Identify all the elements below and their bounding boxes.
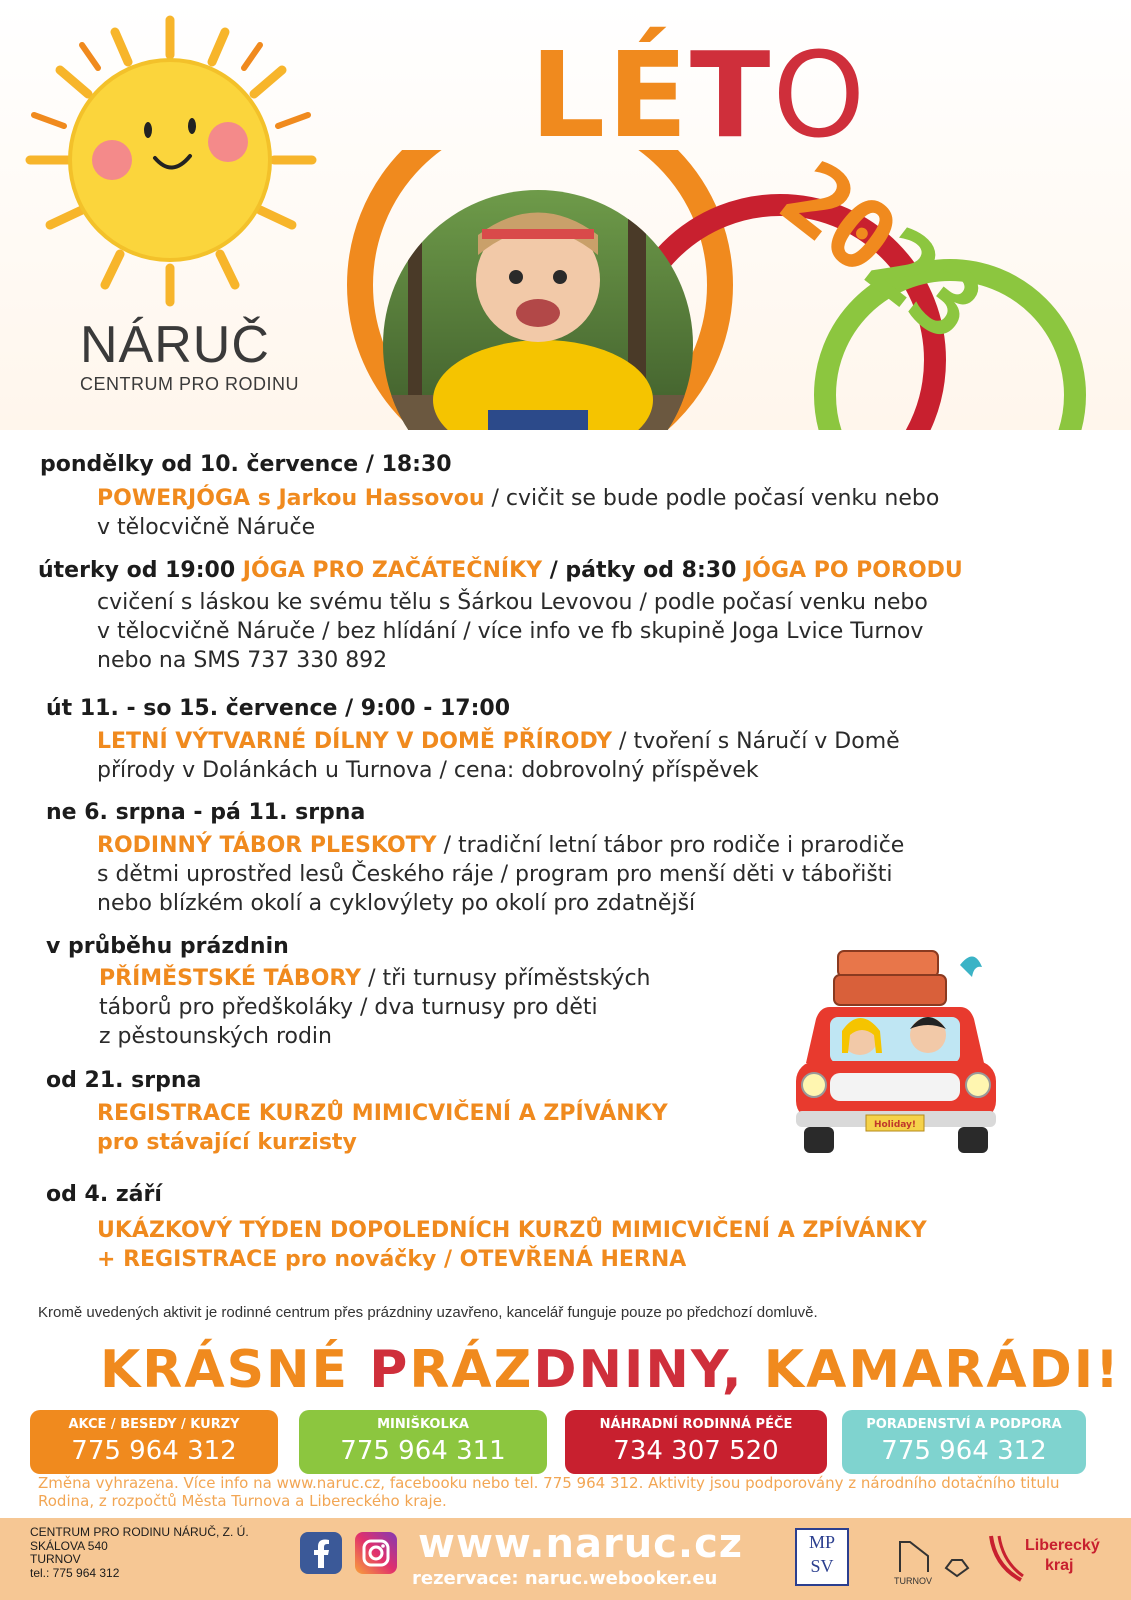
event-title-text: REGISTRACE KURZŮ MIMICVIČENÍ A ZPÍVÁNKY xyxy=(97,1101,668,1126)
website-link[interactable]: www.naruc.cz xyxy=(418,1521,744,1567)
event-title xyxy=(97,1216,1131,1245)
address-line: tel.: 775 964 312 xyxy=(30,1565,120,1580)
summer-title xyxy=(530,26,868,164)
event-subtitle-c: / OTEVŘENÁ HERNA xyxy=(436,1247,687,1272)
event-title: LETNÍ VÝTVARNÉ DÍLNY V DOMĚ PŘÍRODY xyxy=(97,729,613,754)
event-item xyxy=(0,694,1131,785)
contact-box-foster-care xyxy=(565,1410,827,1474)
event-date: od 21. srpna xyxy=(46,1068,202,1093)
contact-phone[interactable]: 775 964 312 xyxy=(881,1436,1047,1466)
mpsv-text: SV xyxy=(810,1556,834,1576)
event-item xyxy=(0,798,1131,918)
naruc-logo xyxy=(80,318,299,395)
farewell-part: RÁZ xyxy=(409,1340,534,1400)
fine-print: Změna vyhrazena. Více info na www.naruc.cz, facebooku nebo tel. 775 964 312. Aktivity jsou podporovány z národního dotačního titulu Rodina, z rozpočtů Města Turnova a Libereckého kraje. xyxy=(38,1474,1060,1510)
event-subtitle-a: + REGISTRACE xyxy=(97,1247,278,1272)
footer xyxy=(0,1518,1131,1600)
booking-link[interactable]: rezervace: naruc.webooker.eu xyxy=(412,1568,718,1589)
event-text: v tělocvičně Náruče xyxy=(97,515,316,540)
contact-label: PORADENSTVÍ A PODPORA xyxy=(866,1417,1062,1432)
turnov-logo xyxy=(890,1528,980,1588)
kraj-text-a: Liberecký xyxy=(1025,1537,1100,1554)
facebook-icon[interactable] xyxy=(300,1532,342,1574)
event-text: táborů pro předškoláky / dva turnusy pro děti xyxy=(99,995,598,1020)
event-date-b: / pátky od 8:30 xyxy=(542,558,745,583)
event-date: pondělky od 10. července / 18:30 xyxy=(40,452,452,477)
contact-phone[interactable]: 734 307 520 xyxy=(613,1436,779,1466)
contact-label: NÁHRADNÍ RODINNÁ PÉČE xyxy=(599,1417,793,1432)
event-text: / cvičit se bude podle počasí venku nebo xyxy=(484,486,940,511)
car-plate: Holiday! xyxy=(873,1120,917,1130)
child-photo xyxy=(378,185,698,430)
farewell-part: DNINY, xyxy=(533,1340,764,1400)
event-text: nebo na SMS 737 330 892 xyxy=(97,648,388,673)
title-letter-o: O xyxy=(772,26,868,164)
event-title: POWERJÓGA s Jarkou Hassovou xyxy=(97,486,485,511)
event-item xyxy=(0,450,1131,542)
kraj-text-b: kraj xyxy=(1045,1557,1074,1574)
event-date-a: úterky od 19:00 xyxy=(38,558,243,583)
event-text: přírody v Dolánkách u Turnova / cena: dobrovolný příspěvek xyxy=(97,758,759,783)
event-subtitle-text: pro stávající kurzisty xyxy=(97,1130,357,1155)
event-description xyxy=(97,727,1131,756)
event-text: nebo blízkém okolí a cyklovýlety po okolí pro zdatnější xyxy=(97,891,696,916)
event-date: od 4. září xyxy=(46,1182,162,1207)
event-subtitle xyxy=(97,1245,1131,1274)
closure-note: Kromě uvedených aktivit je rodinné centrum přes prázdniny uzavřeno, kancelář funguje pouze po předchozí domluvě. xyxy=(38,1304,818,1321)
event-text: / tvoření s Náručí v Domě xyxy=(612,729,900,754)
address-line: CENTRUM PRO RODINU NÁRUČ, Z. Ú. xyxy=(30,1525,249,1539)
title-letter-l: L xyxy=(530,26,608,164)
event-subtitle-b: pro nováčky xyxy=(277,1247,437,1272)
contact-box-counseling xyxy=(842,1410,1086,1474)
farewell-part: KAMARÁDI! xyxy=(763,1340,1121,1400)
event-date: út 11. - so 15. července / 9:00 - 17:00 xyxy=(46,696,511,721)
event-title-b: JÓGA PO PORODU xyxy=(744,558,963,583)
event-text: / tři turnusy příměstských xyxy=(361,966,651,991)
event-title: RODINNÝ TÁBOR PLESKOTY xyxy=(97,833,437,858)
event-text: cvičení s láskou ke svému tělu s Šárkou Levovou / podle počasí venku nebo xyxy=(97,590,928,615)
event-text: v tělocvičně Náruče / bez hlídání / více info ve fb skupině Joga Lvice Turnov xyxy=(97,619,924,644)
logo-word: NÁRUČ xyxy=(80,316,270,374)
mpsv-text: MP xyxy=(808,1532,835,1552)
event-date xyxy=(38,556,1131,586)
mpsv-logo xyxy=(795,1528,849,1586)
contact-label: AKCE / BESEDY / KURZY xyxy=(68,1417,240,1432)
sun-illustration xyxy=(20,10,320,310)
year-part-b: 23 xyxy=(845,206,1000,361)
contact-box-preschool xyxy=(299,1410,547,1474)
turnov-text: TURNOV xyxy=(894,1576,932,1586)
event-title: PŘÍMĚSTSKÉ TÁBORY xyxy=(99,966,362,991)
event-date: v průběhu prázdnin xyxy=(46,934,289,959)
farewell-part: KRÁSNÉ xyxy=(100,1340,370,1400)
title-letter-t: T xyxy=(689,26,773,164)
contact-phone[interactable]: 775 964 311 xyxy=(340,1436,506,1466)
address-block xyxy=(30,1526,249,1580)
event-description xyxy=(97,831,1131,860)
title-letter-e: É xyxy=(607,26,690,164)
event-text: z pěstounských rodin xyxy=(99,1024,332,1049)
address-line: SKÁLOVA 540 xyxy=(30,1538,108,1553)
event-title-text: UKÁZKOVÝ TÝDEN DOPOLEDNÍCH KURZŮ MIMICVIČENÍ A ZPÍVÁNKY xyxy=(97,1218,927,1243)
car-illustration xyxy=(790,945,1010,1175)
event-text: s dětmi uprostřed lesů Českého ráje / program pro menší děti v tábořišti xyxy=(97,862,893,887)
hero-banner xyxy=(0,0,1131,430)
contact-box-events xyxy=(30,1410,278,1474)
event-description xyxy=(97,484,1131,513)
farewell-part: P xyxy=(369,1340,410,1400)
liberecky-kraj-logo xyxy=(985,1526,1105,1586)
logo-subtitle: CENTRUM PRO RODINU xyxy=(80,374,299,394)
contact-phone[interactable]: 775 964 312 xyxy=(71,1436,237,1466)
instagram-icon[interactable] xyxy=(355,1532,397,1574)
event-title-a: JÓGA PRO ZAČÁTEČNÍKY xyxy=(242,558,543,583)
event-date: ne 6. srpna - pá 11. srpna xyxy=(46,800,366,825)
contact-label: MINIŠKOLKA xyxy=(377,1417,469,1432)
event-text: / tradiční letní tábor pro rodiče i prarodiče xyxy=(436,833,905,858)
address-line: TURNOV xyxy=(30,1552,81,1566)
year-part-a: 20 xyxy=(761,140,915,295)
farewell-banner xyxy=(100,1340,1121,1400)
event-item xyxy=(0,556,1131,675)
event-item xyxy=(0,1180,1131,1274)
